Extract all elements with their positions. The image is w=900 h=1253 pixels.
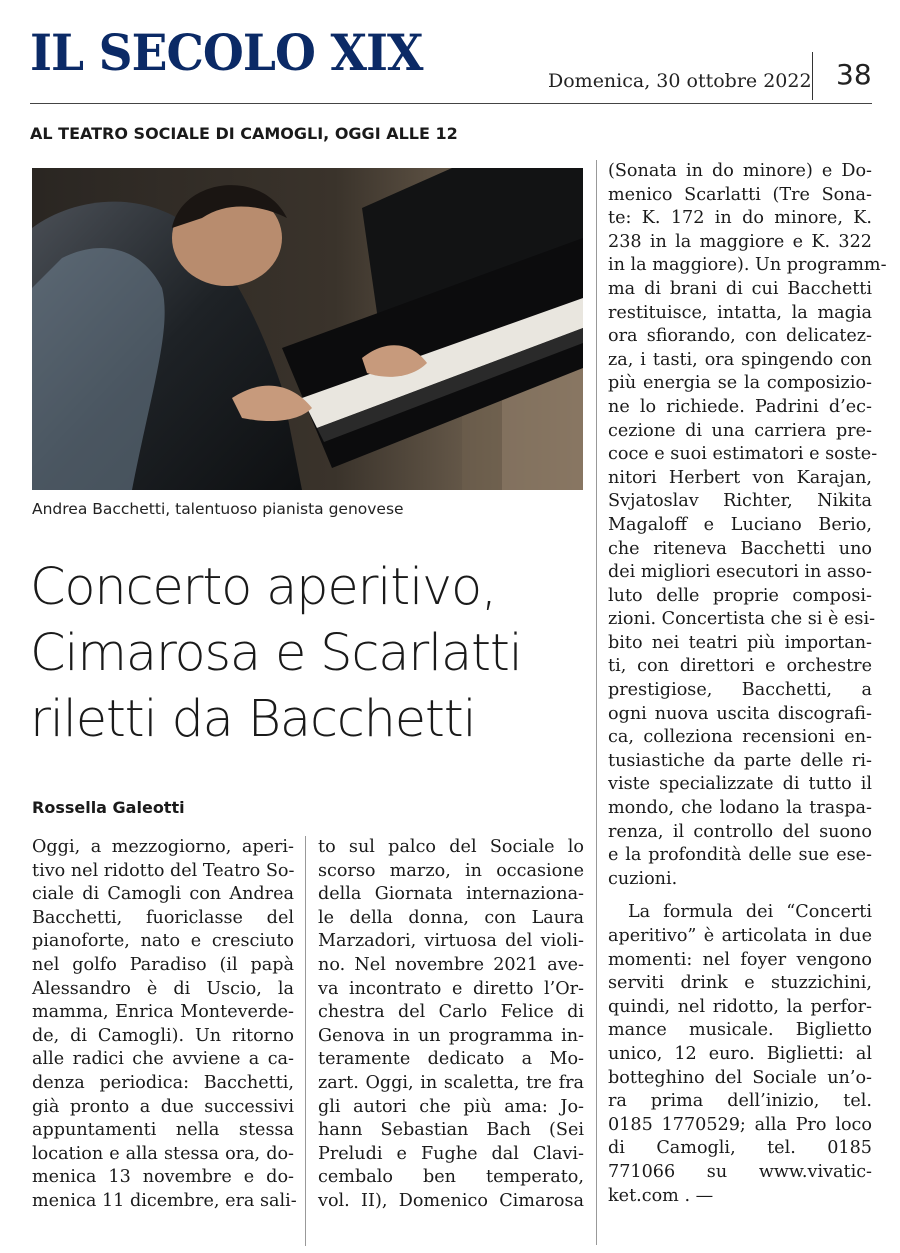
text-line: denza periodica: Bacchetti,: [32, 1072, 294, 1093]
article-column-3: [608, 160, 887, 1208]
headline-line: riletti da Bacchetti: [30, 690, 476, 749]
text-line: gli autori che più ama: Jo-: [318, 1096, 584, 1117]
text-line: Magaloff e Luciano Berio,: [608, 514, 872, 535]
header-rule: [30, 103, 872, 104]
text-line: che riteneva Bacchetti uno: [608, 538, 872, 559]
article-column-2: [318, 836, 584, 1214]
text-line: mondo, che lodano la traspa-: [608, 798, 872, 819]
text-line: alle radici che avviene a ca-: [32, 1049, 294, 1070]
text-line: più energia se la composizio-: [608, 373, 872, 394]
text-line: nitori Herbert von Karajan,: [608, 467, 872, 488]
text-line: (Sonata in do minore) e Do-: [608, 161, 872, 181]
column-rule: [305, 836, 306, 1246]
text-line: le della donna, con Laura: [318, 907, 584, 928]
issue-date: Domenica, 30 ottobre 2022: [548, 70, 812, 92]
text-line: viste specializzate di tutto il: [608, 774, 872, 795]
text-line: bito nei teatri più importan-: [608, 632, 872, 653]
text-line: coce e suoi estimatori e soste-: [608, 444, 878, 465]
text-line: La formula dei “Concerti: [628, 902, 872, 923]
text-line: de, di Camogli). Un ritorno: [32, 1025, 294, 1046]
text-line: hann Sebastian Bach (Sei: [318, 1120, 584, 1141]
text-line: 0185 1770529; alla Pro loco: [608, 1114, 872, 1135]
text-line: teramente dedicato a Mo-: [318, 1049, 584, 1070]
text-line: za, i tasti, ora spingendo con: [608, 349, 872, 370]
text-line: Svjatoslav Richter, Nikita: [608, 491, 872, 512]
text-line: menico Scarlatti (Tre Sona-: [608, 184, 872, 205]
text-line: Genova in un programma in-: [318, 1025, 584, 1046]
text-line: renza, il controllo del suono: [608, 821, 872, 842]
text-line: menica 11 dicembre, era sali-: [32, 1190, 297, 1211]
text-line: momenti: nel foyer vengono: [608, 949, 872, 970]
text-line: ciale di Camogli con Andrea: [32, 884, 294, 905]
pianist-photo-illustration: [32, 168, 583, 490]
text-line: in la maggiore). Un programm-: [608, 255, 887, 276]
text-line: ra prima dell’inizio, tel.: [608, 1091, 872, 1112]
headline: [30, 555, 600, 753]
text-line: della Giornata internaziona-: [318, 884, 584, 905]
text-line: ti, con direttori e orchestre: [608, 656, 872, 677]
article-column-1: [32, 836, 297, 1214]
text-line: ne lo richiede. Padrini d’ec-: [608, 396, 872, 417]
text-line: ogni nuova uscita discografi-: [608, 703, 872, 724]
text-line: dei migliori esecutori in asso-: [608, 562, 872, 583]
text-line: va incontrato e diretto l’Or-: [318, 978, 584, 999]
text-line: zart. Oggi, in scaletta, tre fra: [318, 1072, 584, 1093]
text-line: tivo nel ridotto del Teatro So-: [32, 860, 295, 881]
text-line: scorso marzo, in occasione: [318, 860, 584, 881]
text-line: te: K. 172 in do minore, K.: [608, 208, 872, 229]
text-line: mance musicale. Biglietto: [608, 1020, 872, 1041]
text-line: pianoforte, nato e cresciuto: [32, 931, 294, 952]
text-line: menica 13 novembre e do-: [32, 1167, 294, 1188]
text-line: di Camogli, tel. 0185: [608, 1138, 872, 1159]
text-line: location e alla stessa ora, do-: [32, 1143, 294, 1164]
headline-line: Cimarosa e Scarlatti: [30, 624, 522, 683]
text-line: Oggi, a mezzogiorno, aperi-: [32, 837, 294, 857]
text-line: Alessandro è di Uscio, la: [32, 978, 294, 999]
paragraph-gap: [608, 891, 872, 901]
page-number: 38: [836, 58, 872, 91]
text-line: tusiastiche da parte delle ri-: [608, 750, 872, 771]
text-line: già pronto a due successivi: [32, 1096, 294, 1117]
text-line: serviti drink e stuzzichini,: [608, 973, 872, 994]
text-line: chestra del Carlo Felice di: [318, 1002, 584, 1023]
text-line: ma di brani di cui Bacchetti: [608, 278, 872, 299]
text-line: ca, colleziona recensioni en-: [608, 727, 872, 748]
byline: Rossella Galeotti: [32, 798, 185, 817]
text-line: unico, 12 euro. Biglietti: al: [608, 1043, 872, 1064]
text-line: to sul palco del Sociale lo: [318, 837, 584, 857]
text-line: mamma, Enrica Monteverde-: [32, 1002, 294, 1023]
masthead-logo: IL SECOLO XIX: [30, 23, 423, 82]
text-line: botteghino del Sociale un’o-: [608, 1067, 872, 1088]
text-line: appuntamenti nella stessa: [32, 1120, 294, 1141]
headline-line: Concerto aperitivo,: [30, 558, 497, 617]
text-line: 238 in la maggiore e K. 322: [608, 231, 872, 252]
kicker: AL TEATRO SOCIALE DI CAMOGLI, OGGI ALLE 12: [30, 124, 458, 143]
text-line: zioni. Concertista che si è esi-: [608, 609, 876, 630]
text-line: cembalo ben temperato,: [318, 1167, 584, 1188]
text-line: cezione di una carriera pre-: [608, 420, 872, 441]
column-rule: [596, 160, 597, 1245]
text-line: Bacchetti, fuoriclasse del: [32, 907, 294, 928]
article-photo: [32, 168, 583, 490]
text-line: 771066 su www.vivatic-: [608, 1161, 872, 1182]
header-divider: [812, 52, 813, 100]
text-line: Marzadori, virtuosa del violi-: [318, 931, 584, 952]
photo-caption: Andrea Bacchetti, talentuoso pianista genovese: [32, 500, 404, 518]
text-line: no. Nel novembre 2021 ave-: [318, 954, 584, 975]
text-line: Preludi e Fughe dal Clavi-: [318, 1143, 584, 1164]
text-line: vol. II), Domenico Cimarosa: [318, 1190, 584, 1211]
text-line: aperitivo” è articolata in due: [608, 926, 872, 946]
text-line: restituisce, intatta, la magia: [608, 302, 872, 323]
text-line: e la profondità delle sue ese-: [608, 845, 872, 866]
text-line: quindi, nel ridotto, la perfor-: [608, 996, 872, 1017]
text-line: cuzioni.: [608, 868, 678, 889]
text-line: luto delle proprie composi-: [608, 585, 872, 606]
text-line: prestigiose, Bacchetti, a: [608, 680, 872, 701]
text-line: nel golfo Paradiso (il papà: [32, 954, 294, 975]
text-line: ket.com . —: [608, 1185, 714, 1206]
text-line: ora sfiorando, con delicatez-: [608, 326, 872, 347]
